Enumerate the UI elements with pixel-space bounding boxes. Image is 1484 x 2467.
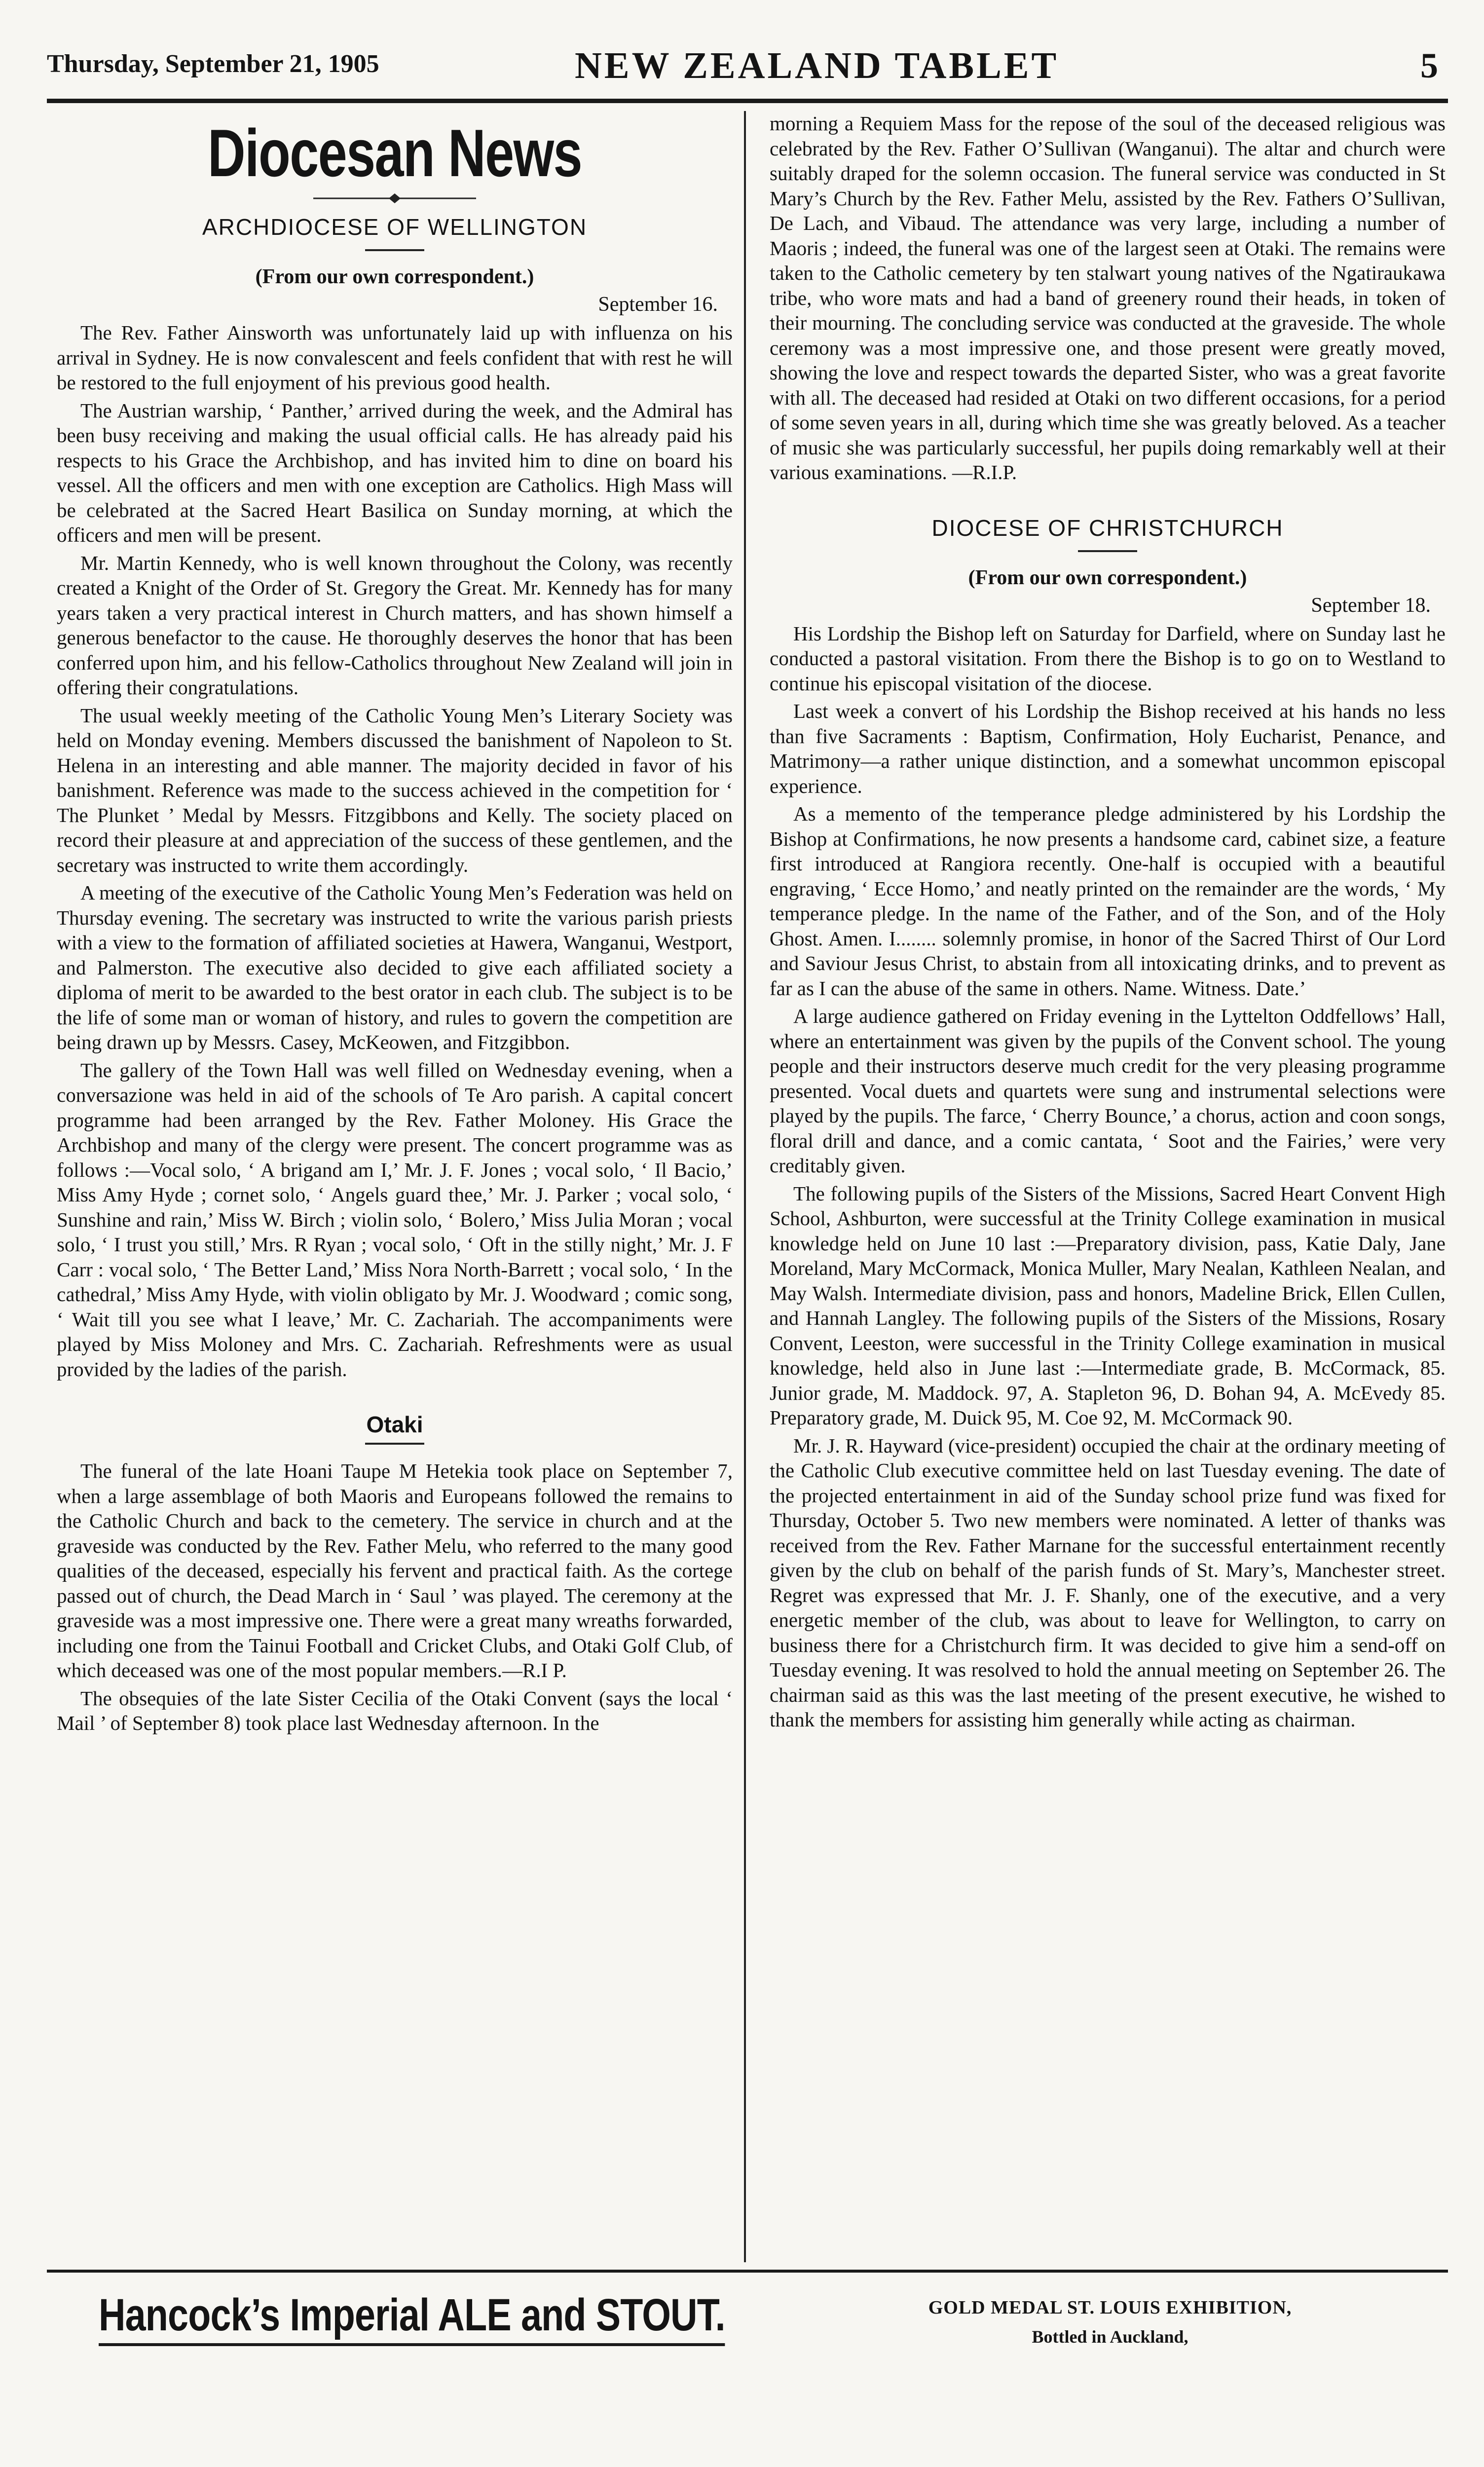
correspondent-line: (From our own correspondent.) [255,265,534,288]
issue-date: Thursday, September 21, 1905 [47,50,379,78]
archdiocese-heading: ARCHDIOCESE OF WELLINGTON [202,214,588,240]
advertisement-note [913,2297,1307,2347]
article-paragraph: The usual weekly meeting of the Catholic Young Men’s Literary Society was held on Monday evening. Members discussed the banishment of Napoleon to St. Helena in an interesting and able manner. The majority decided in favor of his banishment. Reference was made to the success achieved in the competition for ‘ The Plunket ’ Medal by Messrs. Fitzgibbons and Kelly. The society placed on record their pleasure at and appreciation of the success of these gentlemen, and the secretary was instructed to write them accordingly. [57,704,733,876]
article-paragraph: Mr. J. R. Hayward (vice-president) occupied the chair at the ordinary meeting of the Catholic Club executive committee held on last Tuesday evening. The date of the projected entertainment in aid of the Sunday school prize fund was fixed for Thursday, October 5. Two new members were nominated. A letter of thanks was received from the Rev. Father Marnane for the successful entertainment recently given by the club on behalf of the parish funds of St. Mary’s, Manchester street. Regret was expressed that Mr. J. F. Shanly, one of the executive, and a very energetic member of the club, was about to leave for Wellington, to carry on business there for a Christchurch firm. It was decided to give him a send-off on Tuesday evening. It was resolved to hold the annual meeting on September 26. The chairman said as this was the last meeting of the present executive, he wished to thank the members for assisting him generally while acting as chairman. [770,1434,1446,1731]
heading-rule [365,249,424,251]
diocese-heading: DIOCESE OF CHRISTCHURCH [931,515,1284,541]
footer-rule [47,2270,1448,2273]
medal-line: GOLD MEDAL ST. LOUIS EXHIBITION, [928,2297,1292,2318]
column-divider [744,111,746,2262]
heading-rule [365,1443,424,1445]
article-paragraph: A meeting of the executive of the Catholic Young Men’s Federation was held on Thursday evening. The secretary was instructed to write the various parish priests with a view to the formation of affiliated societies at Hawera, Wanganui, Westport, and Palmerston. The executive also decided to give each affiliated society a diploma of merit to be awarded to the best orator in each club. The subject is to be the life of some man or woman of history, and rules to govern the competition are being drawn up by Messrs. Casey, McKeowen, and Fitzgibbon. [57,881,733,1053]
publication-title: NEW ZEALAND TABLET [575,45,1059,86]
correspondent-line: (From our own correspondent.) [968,566,1247,589]
article-paragraph: The following pupils of the Sisters of the Missions, Sacred Heart Convent High School, Ashburton, were successful at the Trinity College examination in musical knowledge held on June 10 last :—Preparatory division, pass, Katie Daly, Jane Moreland, Mary McCormack, Monica Muller, Mary Nealan, Kathleen Nealan, and May Walsh. Intermediate division, pass and honors, Madeline Brick, Ellen Cullen, and Hannah Langley. The following pupils of the Sisters of the Missions, Rosary Convent, Leeston, were successful in the Trinity College examination in musical knowledge, held also in June last :—Intermediate grade, B. McCormack, 85. Junior grade, M. Maddock. 97, A. Stapleton 96, D. Bohan 94, A. McEvedy 85. Preparatory grade, M. Duick 95, M. Coe 92, M. McCormack 90. [770,1182,1446,1429]
left-column [57,111,733,1739]
article-paragraph: Last week a convert of his Lordship the Bishop received at his hands no less than five Sacraments : Baptism, Confirmation, Holy Eucharist, Penance, and Matrimony—a rather unique distinction, and a somewhat uncommon episcopal experience. [770,700,1446,797]
otaki-heading: Otaki [366,1412,423,1437]
bottled-line: Bottled in Auckland, [1032,2327,1188,2347]
dateline: September 16. [598,293,718,316]
advertisement: Hancock’s Imperial ALE and STOUT. [99,2289,725,2346]
article-paragraph: Mr. Martin Kennedy, who is well known throughout the Colony, was recently created a Knight of the Order of St. Gregory the Great. Mr. Kennedy has for many years taken a very practical interest in Church matters, and has shown himself a generous benefactor to the cause. He thoroughly deserves the honor that has been conferred upon him, and his fellow-Catholics throughout New Zealand will join in offering their congratulations. [57,551,733,699]
section-title: Diocesan News [208,115,582,190]
article-paragraph: The funeral of the late Hoani Taupe M Hetekia took place on September 7, when a large assemblage of both Maoris and Europeans followed the remains to the Catholic Church and back to the cemetery. The service in church and at the graveside was conducted by the Rev. Father Melu, who referred to the many good qualities of the deceased, especially his fervent and practical faith. As the cortege passed out of church, the Dead March in ‘ Saul ’ was played. The ceremony at the graveside was a most impressive one. There were a great many wreaths forwarded, including one from the Tainui Football and Cricket Clubs, and Otaki Golf Club, of which deceased was one of the most popular members.—R.I P. [57,1459,733,1682]
article-paragraph: A large audience gathered on Friday evening in the Lyttelton Oddfellows’ Hall, where an entertainment was given by the pupils of the Convent school. The young people and their instructors deserve much credit for the very pleasing programme presented. Vocal duets and quartets were sung and instrumental selections were played by the pupils. The farce, ‘ Cherry Bounce,’ a chorus, action and coon songs, floral drill and dance, and a comic cantata, ‘ Soot and the Fairies,’ were very creditably given. [770,1005,1446,1177]
article-paragraph: The Austrian warship, ‘ Panther,’ arrived during the week, and the Admiral has been busy receiving and making the usual official calls. He has already paid his respects to his Grace the Archbishop, and has invited him to dine on board his vessel. All the officers and men with one exception are Catholics. High Mass will be celebrated at the Sacred Heart Basilica on Sunday morning, at which the officers and men will be present. [57,399,733,546]
article-paragraph: His Lordship the Bishop left on Saturday for Darfield, where on Sunday last he conducted a pastoral visitation. From there the Bishop is to go on to Westland to continue his episcopal visitation of the diocese. [770,622,1446,695]
ornament-rule-icon [313,193,476,204]
article-paragraph: The Rev. Father Ainsworth was unfortunately laid up with influenza on his arrival in Sydney. He is now convalescent and feels confident that with rest he will be restored to the full enjoyment of his previous good health. [57,321,733,394]
article-paragraph: The gallery of the Town Hall was well filled on Wednesday evening, when a conversazione was held in aid of the schools of Te Aro parish. A capital concert programme had been arranged by the Rev. Father Moloney. His Grace the Archbishop and many of the clergy were present. The concert programme was as follows :—Vocal solo, ‘ A brigand am I,’ Mr. J. F. Jones ; vocal solo, ‘ Il Bacio,’ Miss Amy Hyde ; cornet solo, ‘ Angels guard thee,’ Mr. J. Parker ; vocal solo, ‘ Sunshine and rain,’ Miss W. Birch ; violin solo, ‘ Bolero,’ Miss Julia Moran ; vocal solo, ‘ I trust you still,’ Mrs. R Ryan ; vocal solo, ‘ Oft in the stilly night,’ Mr. J. F Carr : vocal solo, ‘ The Better Land,’ Miss Nora North-Barrett ; vocal solo, ‘ In the cathedral,’ Miss Amy Hyde, with violin obligato by Mr. J. Woodward ; comic song, ‘ Wait till you see what I leave,’ Mr. C. Zachariah. The accompaniments were played by Miss Moloney and Mrs. C. Zachariah. Refreshments were as usual provided by the ladies of the parish. [57,1058,733,1381]
article-paragraph: The obsequies of the late Sister Cecilia of the Otaki Convent (says the local ‘ Mail ’ of September 8) took place last Wednesday afternoon. In the [57,1686,733,1734]
dateline: September 18. [1311,594,1431,617]
masthead [47,44,1448,103]
article-paragraph: morning a Requiem Mass for the repose of the soul of the deceased religious was celebrated by the Rev. Father O’Sullivan (Wanganui). The altar and church were suitably draped for the solemn occasion. The funeral service was conducted in St Mary’s Church by the Rev. Father Melu, assisted by the Rev. Fathers O’Sullivan, De Lach, and Vibaud. The attendance was very large, including a number of Maoris ; indeed, the funeral was one of the largest seen at Otaki. The remains were taken to the Catholic cemetery by ten stalwart young natives of the Ngatiraukawa tribe, who wore mats and had a band of greenery round their heads, in token of their mourning. The concluding service was conducted at the graveside. The whole ceremony was a most impressive one, and those present were greatly moved, showing the love and respect towards the departed Sister, who was a great favorite with all. The deceased had resided at Otaki on two different occasions, for a period of some seven years in all, during which time she was greatly beloved. As a teacher of music she was particularly successful, her pupils doing remarkably well at their various examinations. —R.I.P. [770,112,1446,484]
heading-rule [1078,550,1137,552]
article-paragraph: As a memento of the temperance pledge administered by his Lordship the Bishop at Confirmations, he now presents a handsome card, cabinet size, a feature first introduced at Rangiora recently. One-half is occupied with a beautiful engraving, ‘ Ecce Homo,’ and neatly printed on the remainder are the words, ‘ My temperance pledge. In the name of the Father, and of the Son, and of the Holy Ghost. Amen. I........ solemnly promise, in honor of the Sacred Thirst of Our Lord and Saviour Jesus Christ, to abstain from all intoxicating drinks, and to prevent as far as I can the abuse of the same in others. Name. Witness. Date.’ [770,802,1446,1000]
page-number: 5 [1420,46,1438,85]
right-column [770,111,1446,1735]
